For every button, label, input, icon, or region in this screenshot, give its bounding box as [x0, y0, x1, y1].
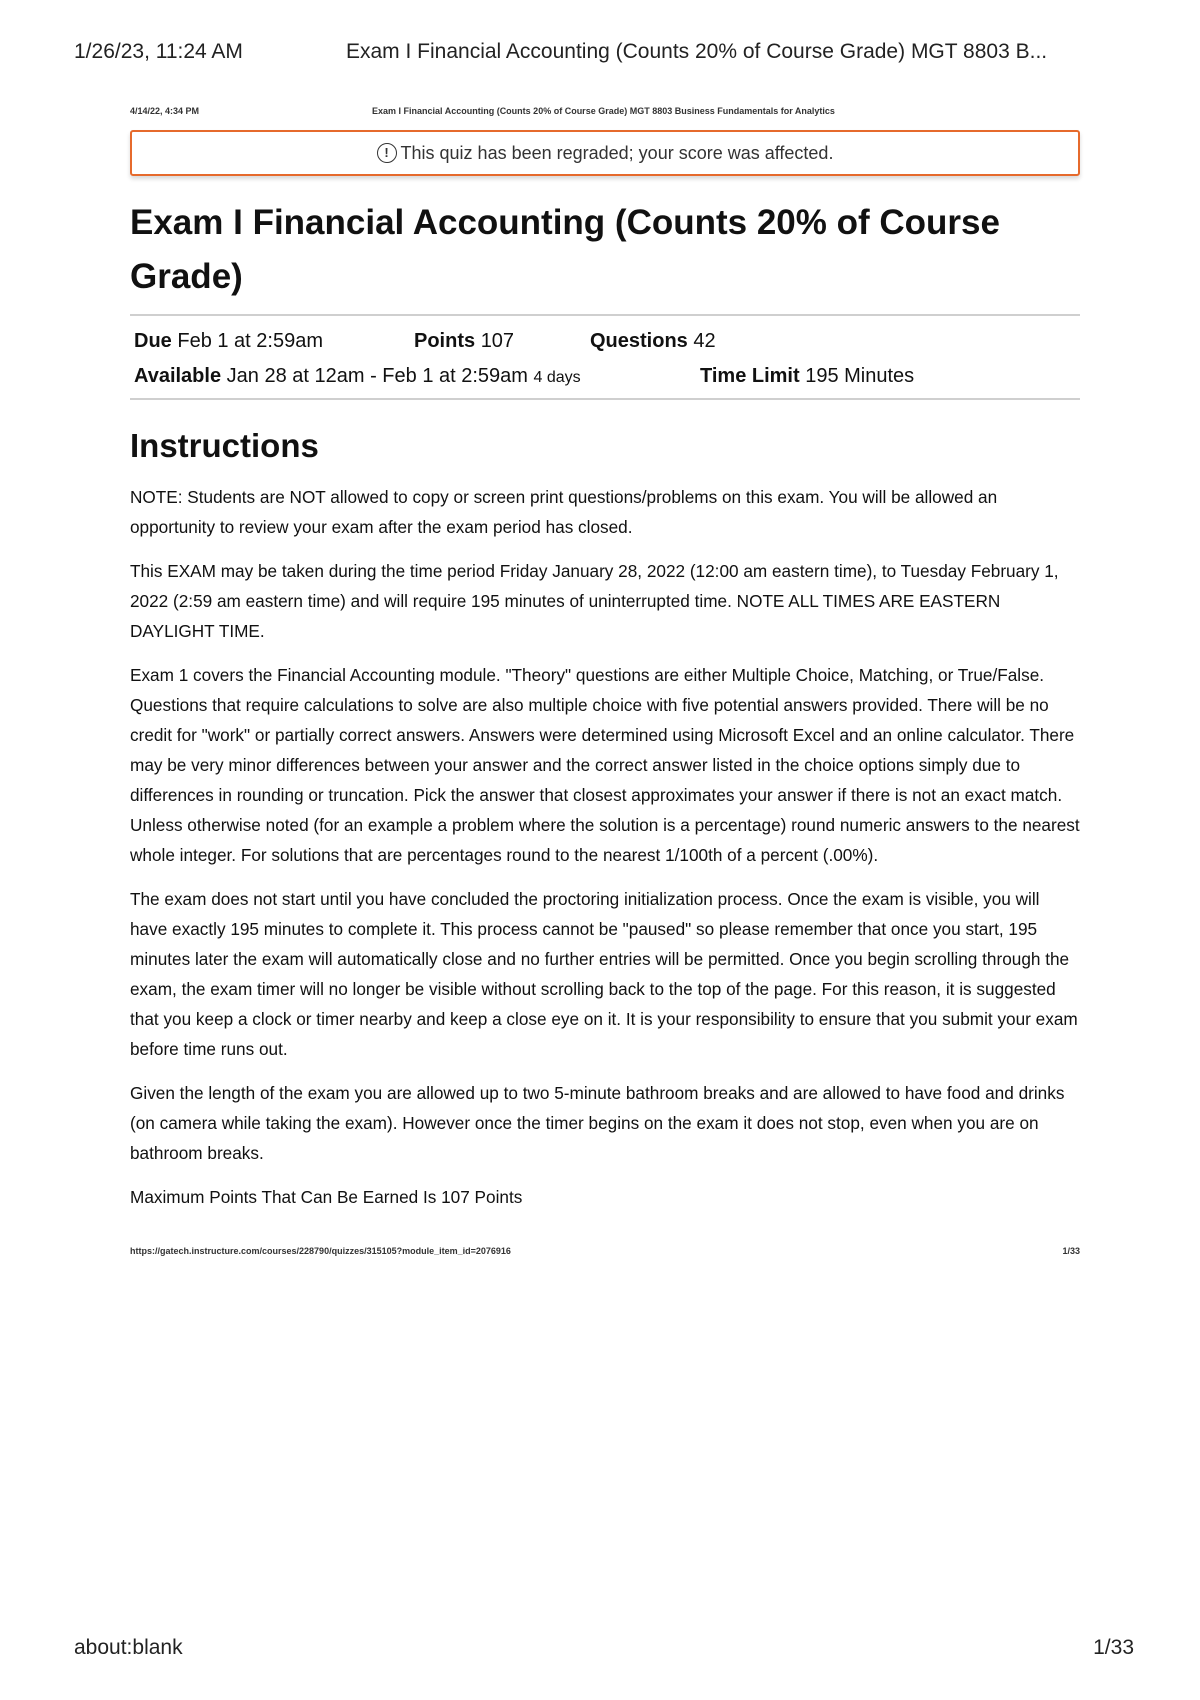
meta-due: [134, 330, 323, 353]
instruction-paragraph: Exam 1 covers the Financial Accounting module. "Theory" questions are either Multiple Choice, Matching, or True/False. Questions that require calculations to solve are also multiple choice with five potential answers provided. There will be no credit for "work" or partially correct answers. Answers were determined using Microsoft Excel and an online calculator. There may be very minor differences between your answer and the correct answer listed in the choice options simply due to differences in rounding or truncation. Pick the answer that closest approximates your answer if there is not an exact match. Unless otherwise noted (for an example a problem where the solution is a percentage) round numeric answers to the nearest whole integer. For solutions that are percentages round to the nearest 1/100th of a percent (.00%).: [130, 665, 1080, 865]
inner-page-footer: [130, 1246, 1080, 1260]
time-limit-label: Time Limit: [700, 365, 800, 387]
info-icon: !: [377, 143, 397, 163]
questions-label: Questions: [590, 330, 688, 352]
available-value: Jan 28 at 12am - Feb 1 at 2:59am: [226, 365, 528, 387]
inner-datetime: 4/14/22, 4:34 PM: [130, 106, 200, 116]
points-label: Points: [414, 330, 476, 352]
time-limit-value: 195 Minutes: [805, 365, 915, 387]
regrade-notice: [130, 130, 1080, 176]
instruction-paragraph: This EXAM may be taken during the time period Friday January 28, 2022 (12:00 am eastern time), to Tuesday February 1, 2022 (2:59 am eastern time) and will require 195 minutes of uninterrupted time. NOTE ALL TIMES ARE EASTERN DAYLIGHT TIME.: [130, 561, 1059, 641]
divider: [130, 398, 1080, 400]
instruction-paragraph: Maximum Points That Can Be Earned Is 107 Points: [130, 1187, 523, 1207]
instruction-paragraph: NOTE: Students are NOT allowed to copy or screen print questions/problems on this exam. You will be allowed an opportunity to review your exam after the exam period has closed.: [130, 487, 998, 537]
inner-title: Exam I Financial Accounting (Counts 20% of Course Grade) MGT 8803 Business Fundamentals for Analytics: [372, 106, 835, 116]
instruction-paragraph: The exam does not start until you have concluded the proctoring initialization process. Once the exam is visible, you will have exactly 195 minutes to complete it. This process cannot be "paused" so please remember that once you start, 195 minutes later the exam will automatically close and no further entries will be permitted. Once you begin scrolling through the exam, the exam timer will no longer be visible without scrolling back to the top of the page. For this reason, it is suggested that you keep a clock or timer nearby and keep a close eye on it. It is your responsibility to ensure that you submit your exam before time runs out.: [130, 889, 1078, 1059]
due-value: Feb 1 at 2:59am: [177, 330, 324, 352]
print-footer-url: about:blank: [74, 1636, 183, 1659]
instructions-heading: Instructions: [130, 427, 319, 464]
print-datetime: 1/26/23, 11:24 AM: [74, 40, 243, 63]
meta-available: [134, 365, 581, 388]
inner-footer-page: 1/33: [1062, 1246, 1080, 1256]
print-title: Exam I Financial Accounting (Counts 20% of Course Grade) MGT 8803 B...: [346, 40, 1048, 63]
instruction-paragraph: Given the length of the exam you are allowed up to two 5-minute bathroom breaks and are allowed to have food and drinks (on camera while taking the exam). However once the timer begins on the exam it does not stop, even when you are on bathroom breaks.: [130, 1083, 1065, 1163]
available-label: Available: [134, 365, 222, 387]
exam-title: Exam I Financial Accounting (Counts 20% of Course Grade): [130, 203, 1000, 296]
meta-time-limit: [700, 365, 914, 388]
available-duration: 4 days: [533, 369, 581, 386]
meta-questions: [590, 330, 716, 353]
inner-footer-url: https://gatech.instructure.com/courses/228790/quizzes/315105?module_item_id=2076916: [130, 1246, 511, 1256]
regrade-notice-text: This quiz has been regraded; your score was affected.: [400, 142, 834, 163]
meta-points: [414, 330, 514, 353]
quiz-meta: [130, 316, 1080, 398]
inner-page-header: [130, 104, 1080, 120]
points-value: 107: [480, 330, 515, 352]
print-footer-page: 1/33: [1093, 1636, 1134, 1659]
due-label: Due: [134, 330, 172, 352]
document-page: [130, 104, 1080, 1260]
questions-value: 42: [693, 330, 716, 352]
